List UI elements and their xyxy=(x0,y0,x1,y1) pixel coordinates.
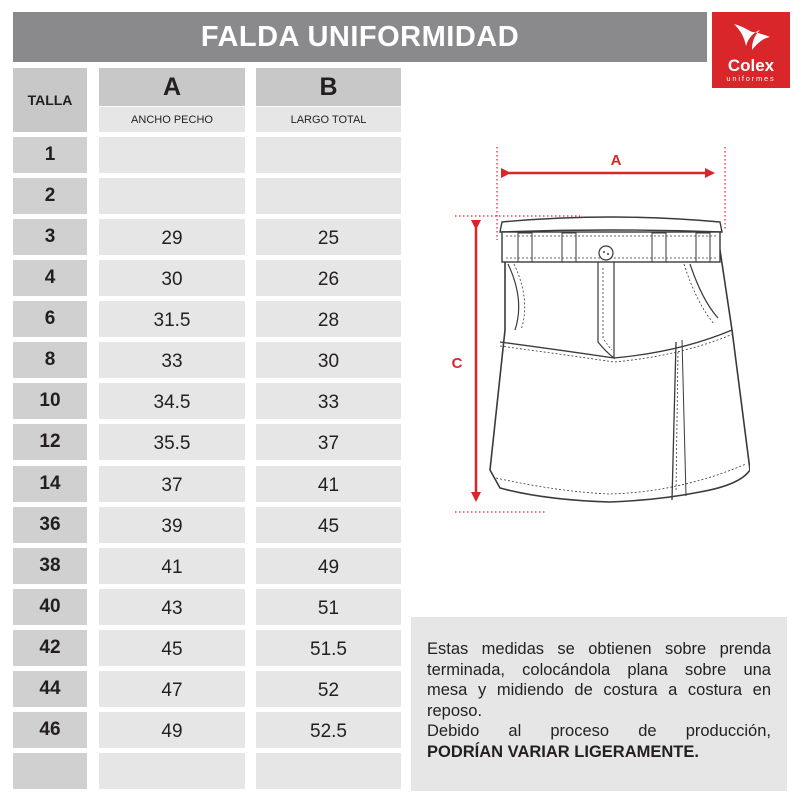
size-cell: 6 xyxy=(13,301,87,337)
label-c: C xyxy=(451,355,463,372)
ancho-pecho-cell: 43 xyxy=(99,589,245,625)
ancho-pecho-cell: 47 xyxy=(99,671,245,707)
title-bar xyxy=(13,12,707,62)
bird-icon xyxy=(730,20,772,54)
largo-total-cell: 45 xyxy=(256,507,401,543)
ancho-pecho-cell xyxy=(99,753,245,789)
note-line: mesa y midiendo de costura a costura en xyxy=(427,681,771,699)
logo-name: Colex xyxy=(727,56,775,75)
ancho-pecho-cell: 34.5 xyxy=(99,383,245,419)
ancho-pecho-cell xyxy=(99,137,245,173)
size-column-header: TALLA xyxy=(13,68,87,132)
largo-total-cell: 37 xyxy=(256,424,401,460)
largo-total-cell: 52.5 xyxy=(256,712,401,748)
column-a-letter: A xyxy=(99,68,245,106)
size-cell: 38 xyxy=(13,548,87,584)
ancho-pecho-cell: 29 xyxy=(99,219,245,255)
ancho-pecho-cell: 37 xyxy=(99,466,245,502)
ancho-pecho-cell: 33 xyxy=(99,342,245,378)
label-a: A xyxy=(610,152,622,169)
size-cell: 2 xyxy=(13,178,87,214)
note-line: Estas medidas se obtienen sobre prenda xyxy=(427,640,771,658)
size-cell: 3 xyxy=(13,219,87,255)
largo-total-cell: 26 xyxy=(256,260,401,296)
size-cell: 1 xyxy=(13,137,87,173)
largo-total-cell: 30 xyxy=(256,342,401,378)
largo-total-cell xyxy=(256,178,401,214)
column-a-label: ANCHO PECHO xyxy=(99,107,245,132)
ancho-pecho-cell: 35.5 xyxy=(99,424,245,460)
largo-total-cell: 52 xyxy=(256,671,401,707)
ancho-pecho-cell: 45 xyxy=(99,630,245,666)
largo-total-cell: 51.5 xyxy=(256,630,401,666)
size-cell: 10 xyxy=(13,383,87,419)
largo-total-cell: 51 xyxy=(256,589,401,625)
brand-logo xyxy=(712,12,790,88)
column-b-letter: B xyxy=(256,68,401,106)
note-line: reposo. xyxy=(427,701,483,720)
size-cell: 8 xyxy=(13,342,87,378)
page-title: FALDA UNIFORMIDAD xyxy=(200,20,520,53)
button-icon xyxy=(599,246,613,260)
largo-total-cell: 49 xyxy=(256,548,401,584)
size-cell: 4 xyxy=(13,260,87,296)
size-cell: 40 xyxy=(13,589,87,625)
ancho-pecho-cell: 49 xyxy=(99,712,245,748)
skirt-outline xyxy=(490,250,750,502)
logo-subtitle: uniformes xyxy=(726,74,776,83)
size-cell: 44 xyxy=(13,671,87,707)
size-cell: 36 xyxy=(13,507,87,543)
ancho-pecho-cell xyxy=(99,178,245,214)
largo-total-cell: 28 xyxy=(256,301,401,337)
note-warning: PODRÍAN VARIAR LIGERAMENTE. xyxy=(427,742,699,761)
measurement-note xyxy=(411,617,787,791)
ancho-pecho-cell: 31.5 xyxy=(99,301,245,337)
largo-total-cell xyxy=(256,137,401,173)
largo-total-cell: 33 xyxy=(256,383,401,419)
size-cell xyxy=(13,753,87,789)
largo-total-cell xyxy=(256,753,401,789)
size-cell: 42 xyxy=(13,630,87,666)
ancho-pecho-cell: 39 xyxy=(99,507,245,543)
size-cell: 46 xyxy=(13,712,87,748)
largo-total-cell: 41 xyxy=(256,466,401,502)
column-b-label: LARGO TOTAL xyxy=(256,107,401,132)
skirt-diagram xyxy=(440,140,750,530)
ancho-pecho-cell: 41 xyxy=(99,548,245,584)
ancho-pecho-cell: 30 xyxy=(99,260,245,296)
size-cell: 12 xyxy=(13,424,87,460)
size-cell: 14 xyxy=(13,466,87,502)
note-line: Debido al proceso de producción, xyxy=(427,722,771,740)
largo-total-cell: 25 xyxy=(256,219,401,255)
note-line: terminada, colocándola plana sobre una xyxy=(427,660,771,679)
